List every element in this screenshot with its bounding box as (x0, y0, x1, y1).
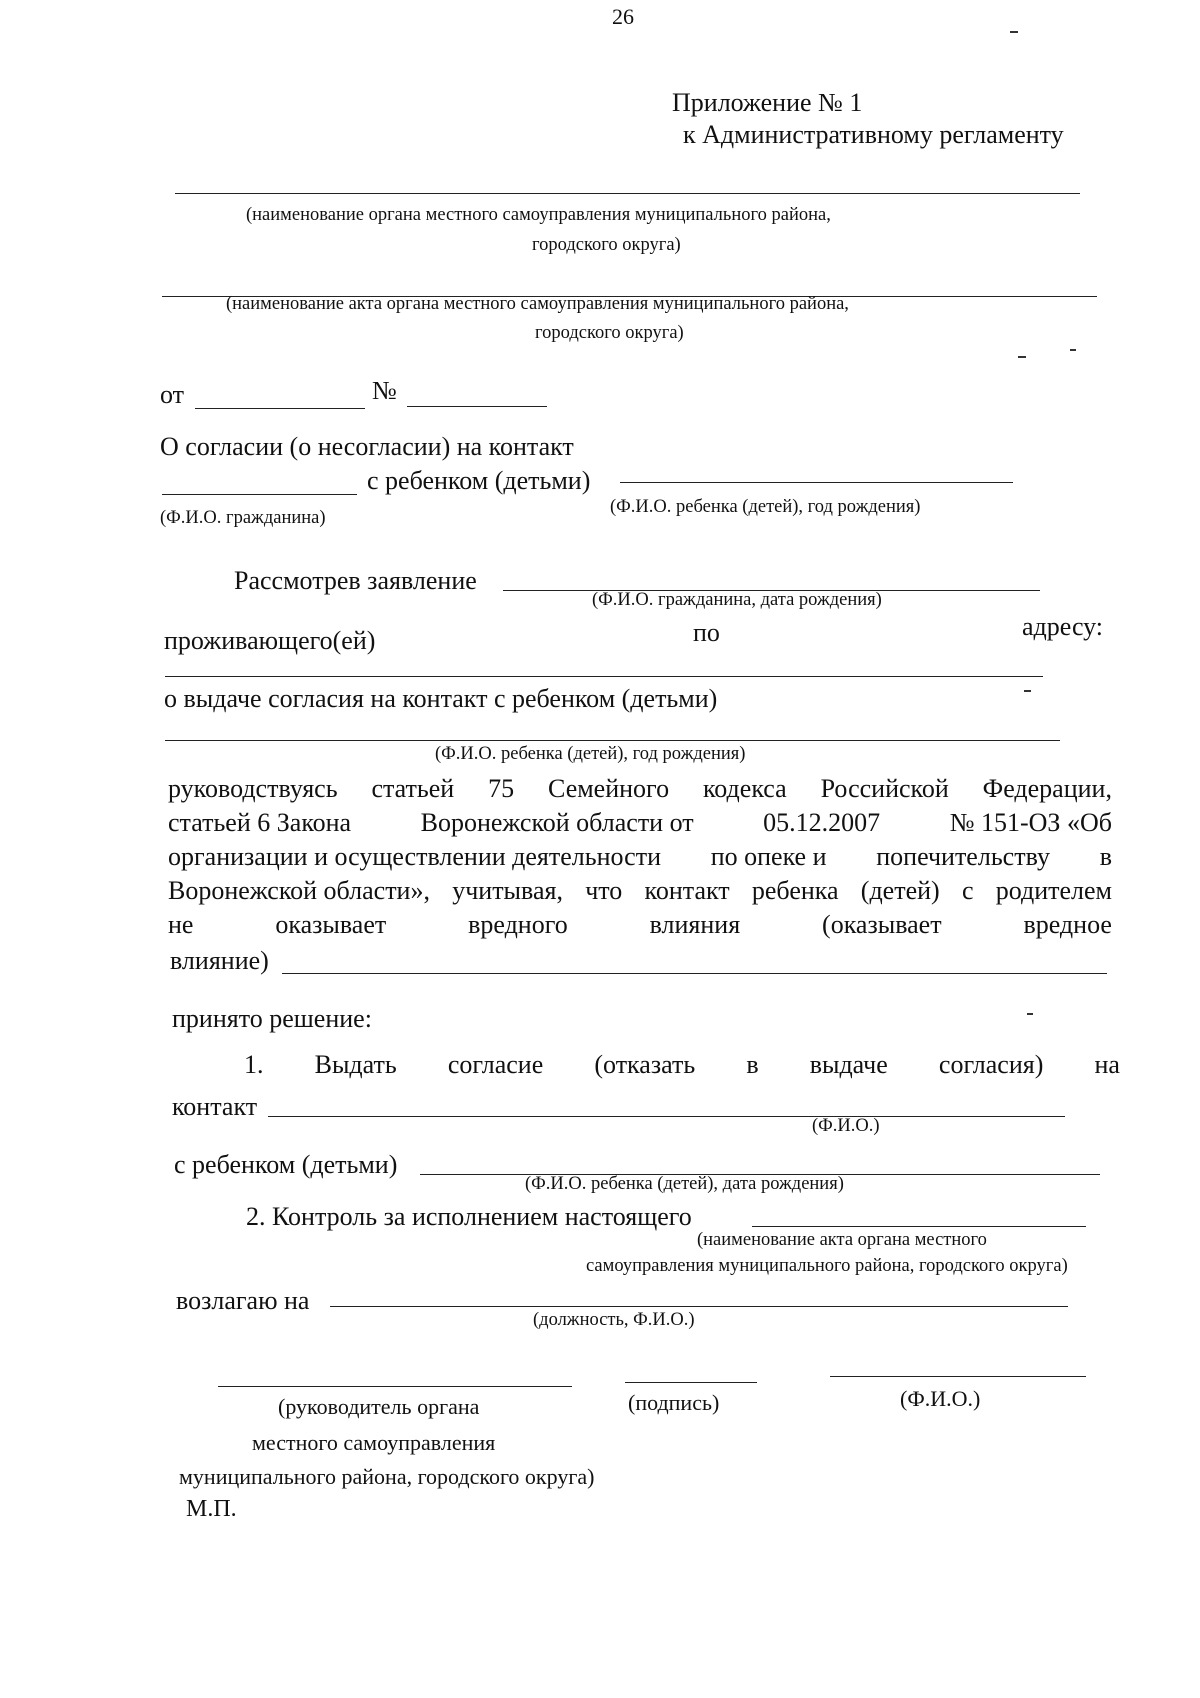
subject-line-1: О согласии (о несогласии) на контакт (160, 432, 574, 461)
law-word: Воронежской области от (420, 808, 694, 837)
item-1-line (244, 1050, 1120, 1080)
law-word: вредного (468, 910, 568, 939)
subject-line-2: с ребенком (детьми) (367, 466, 591, 495)
child-caption-2: (Ф.И.О. ребенка (детей), год рождения) (435, 744, 746, 764)
item1-word: согласие (447, 1050, 544, 1079)
appendix-number: Приложение № 1 (672, 88, 863, 117)
law-word: по опеке и (710, 842, 827, 871)
law-word: статьей 6 Закона (168, 808, 352, 837)
head-signature-line (218, 1386, 572, 1387)
residing-label: проживающего(ей) (164, 626, 376, 655)
law-word: родителем (995, 876, 1112, 905)
influence-label: влияние) (170, 946, 269, 975)
fio-caption-2: (Ф.И.О.) (900, 1386, 981, 1411)
law-word: Семейного (548, 774, 670, 803)
act-name-caption-1: (наименование акта органа местного самоуправления муниципального района, (226, 294, 849, 314)
law-word: (оказывает (822, 910, 942, 939)
head-caption-1: (руководитель органа (278, 1394, 480, 1419)
child-name-line (620, 482, 1013, 483)
assign-label: возлагаю на (176, 1286, 310, 1315)
law-line-3 (168, 842, 1112, 872)
date-from-label: от (160, 380, 185, 409)
scan-speck (1010, 31, 1018, 33)
fio-caption: (Ф.И.О.) (812, 1116, 880, 1136)
seal-label: М.П. (186, 1496, 237, 1522)
sign-line (625, 1382, 757, 1383)
item1-word: согласия) (938, 1050, 1044, 1079)
influence-line (282, 973, 1107, 974)
number-line (407, 406, 547, 407)
org-name-caption-2: городского округа) (532, 235, 681, 255)
child-caption: (Ф.И.О. ребенка (детей), год рождения) (610, 497, 921, 517)
item1-word: (отказать (594, 1050, 696, 1079)
law-word: организации и осуществлении деятельности (168, 842, 661, 871)
law-word: вредное (1023, 910, 1112, 939)
with-child-label: с ребенком (детьми) (174, 1150, 398, 1179)
scan-speck (1018, 356, 1026, 358)
contact-fio-line (268, 1116, 1065, 1117)
law-line-1 (168, 774, 1112, 804)
law-word: что (585, 876, 623, 905)
org-name-line (175, 193, 1080, 194)
law-word: попечительству (876, 842, 1050, 871)
scan-speck (1070, 349, 1076, 351)
position-caption: (должность, Ф.И.О.) (533, 1310, 695, 1330)
number-sign: № (372, 376, 397, 405)
address-line (165, 676, 1043, 677)
law-word: контакт (644, 876, 730, 905)
law-word: не (168, 910, 194, 939)
law-line-5 (168, 910, 1112, 940)
date-line (195, 408, 365, 409)
law-word: влияния (649, 910, 741, 939)
assign-line (330, 1306, 1068, 1307)
law-word: № 151-ОЗ «Об (949, 808, 1112, 837)
citizen-birth-caption: (Ф.И.О. гражданина, дата рождения) (592, 590, 882, 610)
law-word: 05.12.2007 (763, 808, 881, 837)
law-word: (детей) (860, 876, 940, 905)
head-caption-2: местного самоуправления (252, 1430, 496, 1455)
address-label: адресу: (1022, 612, 1104, 641)
law-word: с (961, 876, 974, 905)
law-word: Федерации, (982, 774, 1112, 803)
law-word: ребенка (751, 876, 839, 905)
org-name-caption-1: (наименование органа местного самоуправления муниципального района, (246, 205, 831, 225)
fio-signature-line (830, 1376, 1086, 1377)
citizen-caption: (Ф.И.О. гражданина) (160, 508, 326, 528)
considered-label: Рассмотрев заявление (234, 566, 477, 595)
act-name-caption-2: городского округа) (535, 323, 684, 343)
child-line-2 (165, 740, 1060, 741)
item-2-text: 2. Контроль за исполнением настоящего (246, 1202, 692, 1231)
law-line-2 (168, 808, 1112, 838)
law-word: статьей (371, 774, 455, 803)
item1-word: выдаче (809, 1050, 888, 1079)
item1-word: в (746, 1050, 759, 1079)
law-word: 75 (488, 774, 515, 803)
law-word: Российской (820, 774, 949, 803)
law-word: Воронежской области», (168, 876, 430, 905)
po-label: по (693, 618, 720, 647)
law-word: в (1099, 842, 1112, 871)
item1-word: 1. (244, 1050, 264, 1079)
act-reference-line (752, 1226, 1086, 1227)
child-birth-caption: (Ф.И.О. ребенка (детей), дата рождения) (525, 1174, 844, 1194)
decision-label: принято решение: (172, 1004, 372, 1033)
law-word: оказывает (275, 910, 387, 939)
citizen-name-line (162, 494, 357, 495)
item1-word: Выдать (314, 1050, 397, 1079)
item2-caption-1: (наименование акта органа местного (697, 1230, 987, 1250)
appendix-reference: к Административному регламенту (683, 120, 1064, 149)
head-caption-3: муниципального района, городского округа) (179, 1464, 595, 1489)
item1-word: на (1094, 1050, 1120, 1079)
scan-speck (1024, 690, 1031, 692)
scan-speck (1027, 1013, 1033, 1015)
contact-label: контакт (172, 1092, 258, 1121)
item2-caption-2: самоуправления муниципального района, городского округа) (586, 1256, 1068, 1276)
issue-consent-text: о выдаче согласия на контакт с ребенком (детьми) (164, 684, 718, 713)
sign-caption: (подпись) (628, 1390, 720, 1415)
law-line-4 (168, 876, 1112, 906)
law-word: учитывая, (452, 876, 563, 905)
law-word: кодекса (702, 774, 787, 803)
law-word: руководствуясь (168, 774, 338, 803)
page-number: 26 (612, 4, 634, 29)
